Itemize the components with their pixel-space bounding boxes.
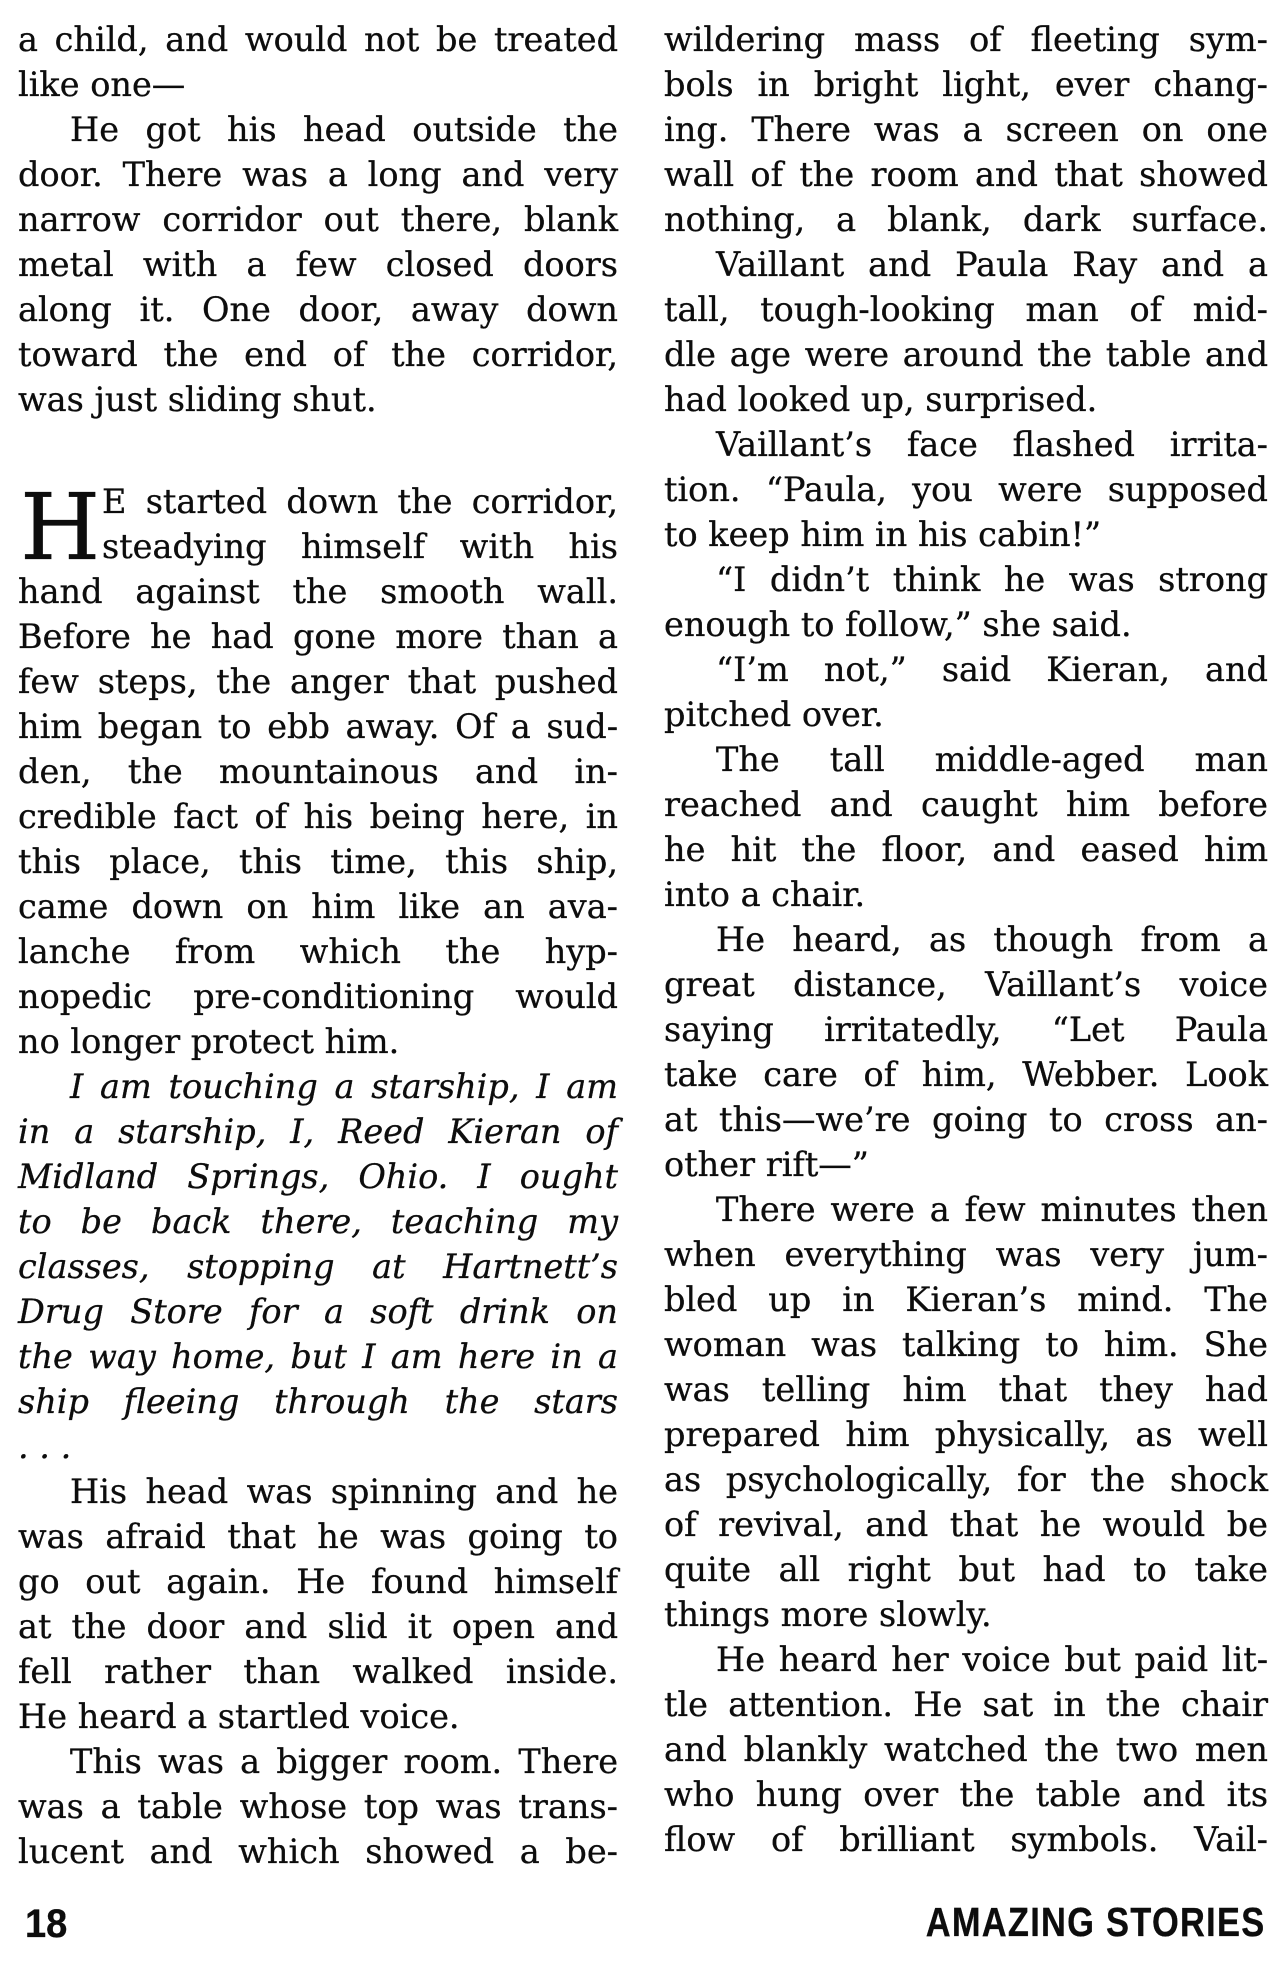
paragraph <box>664 242 1268 422</box>
text-line: had looked up, surprised. <box>664 380 1098 419</box>
paragraph <box>18 1739 618 1874</box>
text-line: this place, this time, this ship, <box>18 842 618 881</box>
text-line: a child, and would not be treated <box>18 20 619 59</box>
text-line: lanche from which the hyp- <box>18 932 618 971</box>
paragraph <box>664 1637 1268 1862</box>
text-line: bled up in Kieran’s mind. The <box>664 1280 1268 1319</box>
text-line: at the door and slid it open and <box>18 1607 619 1646</box>
text-line: “I didn’t think he was strong <box>716 560 1269 599</box>
text-line: along it. One door, away down <box>18 290 618 329</box>
text-line: of revival, and that he would be <box>664 1505 1269 1544</box>
paragraph <box>664 422 1268 557</box>
magazine-title: AMAZING STORIES <box>925 1899 1265 1945</box>
text-line: into a chair. <box>664 875 866 914</box>
text-line: to be back there, teaching my <box>18 1202 618 1241</box>
text-line: pitched over. <box>664 695 884 734</box>
text-line: was a table whose top was trans- <box>18 1787 618 1826</box>
text-line: take care of him, Webber. Look <box>664 1055 1269 1094</box>
left-column <box>18 17 618 1874</box>
text-line: few steps, the anger that pushed <box>18 662 618 701</box>
text-line: tall, tough-looking man of mid- <box>664 290 1268 329</box>
paragraph <box>664 647 1268 737</box>
text-line: door. There was a long and very <box>18 155 619 194</box>
text-line: classes, stopping at Hartnett’s <box>18 1247 619 1286</box>
text-line: go out again. He found himself <box>18 1562 618 1601</box>
paragraph <box>18 107 618 422</box>
paragraph-continuation <box>18 17 618 107</box>
text-line: was just sliding shut. <box>18 380 377 419</box>
text-line: was afraid that he was going to <box>18 1517 618 1556</box>
text-line: things more slowly. <box>664 1595 992 1634</box>
text-line: to keep him in his cabin!” <box>664 515 1102 554</box>
text-line: reached and caught him before <box>664 785 1269 824</box>
paragraph-dropcap <box>18 474 619 1064</box>
paragraph <box>664 557 1268 647</box>
text-line: him began to ebb away. Of a sud- <box>18 707 619 746</box>
text-line: His head was spinning and he <box>70 1472 618 1511</box>
text-line: bols in bright light, ever chang- <box>664 65 1269 104</box>
text-line: at this—we’re going to cross an- <box>664 1100 1268 1139</box>
right-column <box>664 17 1268 1874</box>
text-line: Before he had gone more than a <box>18 617 619 656</box>
paragraph <box>664 737 1268 917</box>
text-line: when everything was very jum- <box>664 1235 1268 1274</box>
text-line: enough to follow,” she said. <box>664 605 1132 644</box>
paragraph <box>664 917 1268 1187</box>
text-line: I am touching a starship, I am <box>70 1067 618 1106</box>
text-line: the way home, but I am here in a <box>18 1337 619 1376</box>
page-number: 18 <box>25 1902 68 1946</box>
text-line: as psychologically, for the shock <box>664 1460 1268 1499</box>
text-line: came down on him like an ava- <box>18 887 618 926</box>
drop-cap-letter: H <box>20 474 101 581</box>
text-line: This was a bigger room. There <box>70 1742 619 1781</box>
text-line: “I’m not,” said Kieran, and <box>716 650 1269 689</box>
text-line: . . . <box>18 1427 72 1466</box>
text-line: great distance, Vaillant’s voice <box>664 965 1268 1004</box>
text-line: Vaillant and Paula Ray and a <box>716 245 1269 284</box>
text-line: There were a few minutes then <box>716 1190 1268 1229</box>
text-line: nothing, a blank, dark surface. <box>664 200 1268 239</box>
text-columns <box>18 17 1268 1874</box>
text-line: was telling him that they had <box>664 1370 1268 1409</box>
text-line: He heard her voice but paid lit- <box>716 1640 1269 1679</box>
text-line: he hit the floor, and eased him <box>664 830 1268 869</box>
text-line: nopedic pre-conditioning would <box>18 977 618 1016</box>
text-line: other rift—” <box>664 1145 869 1184</box>
text-line: lucent and which showed a be- <box>18 1832 618 1871</box>
text-line: tion. “Paula, you were supposed <box>664 470 1268 509</box>
text-line: woman was talking to him. She <box>664 1325 1269 1364</box>
text-line: narrow corridor out there, blank <box>18 200 618 239</box>
text-line: Vaillant’s face flashed irrita- <box>716 425 1269 464</box>
text-line: Drug Store for a soft drink on <box>18 1292 618 1331</box>
text-line: no longer protect him. <box>18 1022 400 1061</box>
text-line: He heard, as though from a <box>716 920 1268 959</box>
text-line: steadying himself with his <box>102 527 618 566</box>
text-line: wildering mass of fleeting sym- <box>664 20 1268 59</box>
text-line: den, the mountainous and in- <box>18 752 618 791</box>
text-line: He got his head outside the <box>70 110 619 149</box>
text-line: dle age were around the table and <box>664 335 1269 374</box>
text-line: in a starship, I, Reed Kieran of <box>18 1112 619 1151</box>
paragraph <box>664 1187 1268 1637</box>
text-line: prepared him physically, as well <box>664 1415 1268 1454</box>
paragraph-italic-monologue <box>18 1064 618 1469</box>
text-line: flow of brilliant symbols. Vail- <box>664 1820 1269 1859</box>
text-line: E started down the corridor, <box>102 482 618 521</box>
text-line: hand against the smooth wall. <box>18 572 618 611</box>
paragraph <box>18 1469 618 1739</box>
text-line: saying irritatedly, “Let Paula <box>664 1010 1268 1049</box>
text-line: like one— <box>18 65 186 104</box>
text-line: Midland Springs, Ohio. I ought <box>18 1157 618 1196</box>
text-line: credible fact of his being here, in <box>18 797 618 836</box>
text-line: ship fleeing through the stars <box>18 1382 618 1421</box>
text-line: fell rather than walked inside. <box>18 1652 618 1691</box>
text-line: tle attention. He sat in the chair <box>664 1685 1268 1724</box>
text-line: and blankly watched the two men <box>664 1730 1268 1769</box>
text-line: ing. There was a screen on one <box>664 110 1268 149</box>
paragraph-continuation <box>664 17 1268 242</box>
text-line: wall of the room and that showed <box>664 155 1268 194</box>
text-line: metal with a few closed doors <box>18 245 618 284</box>
text-line: quite all right but had to take <box>664 1550 1269 1589</box>
text-line: toward the end of the corridor, <box>18 335 618 374</box>
text-line: who hung over the table and its <box>664 1775 1269 1814</box>
text-line: The tall middle-aged man <box>716 740 1268 779</box>
text-line: He heard a startled voice. <box>18 1697 460 1736</box>
